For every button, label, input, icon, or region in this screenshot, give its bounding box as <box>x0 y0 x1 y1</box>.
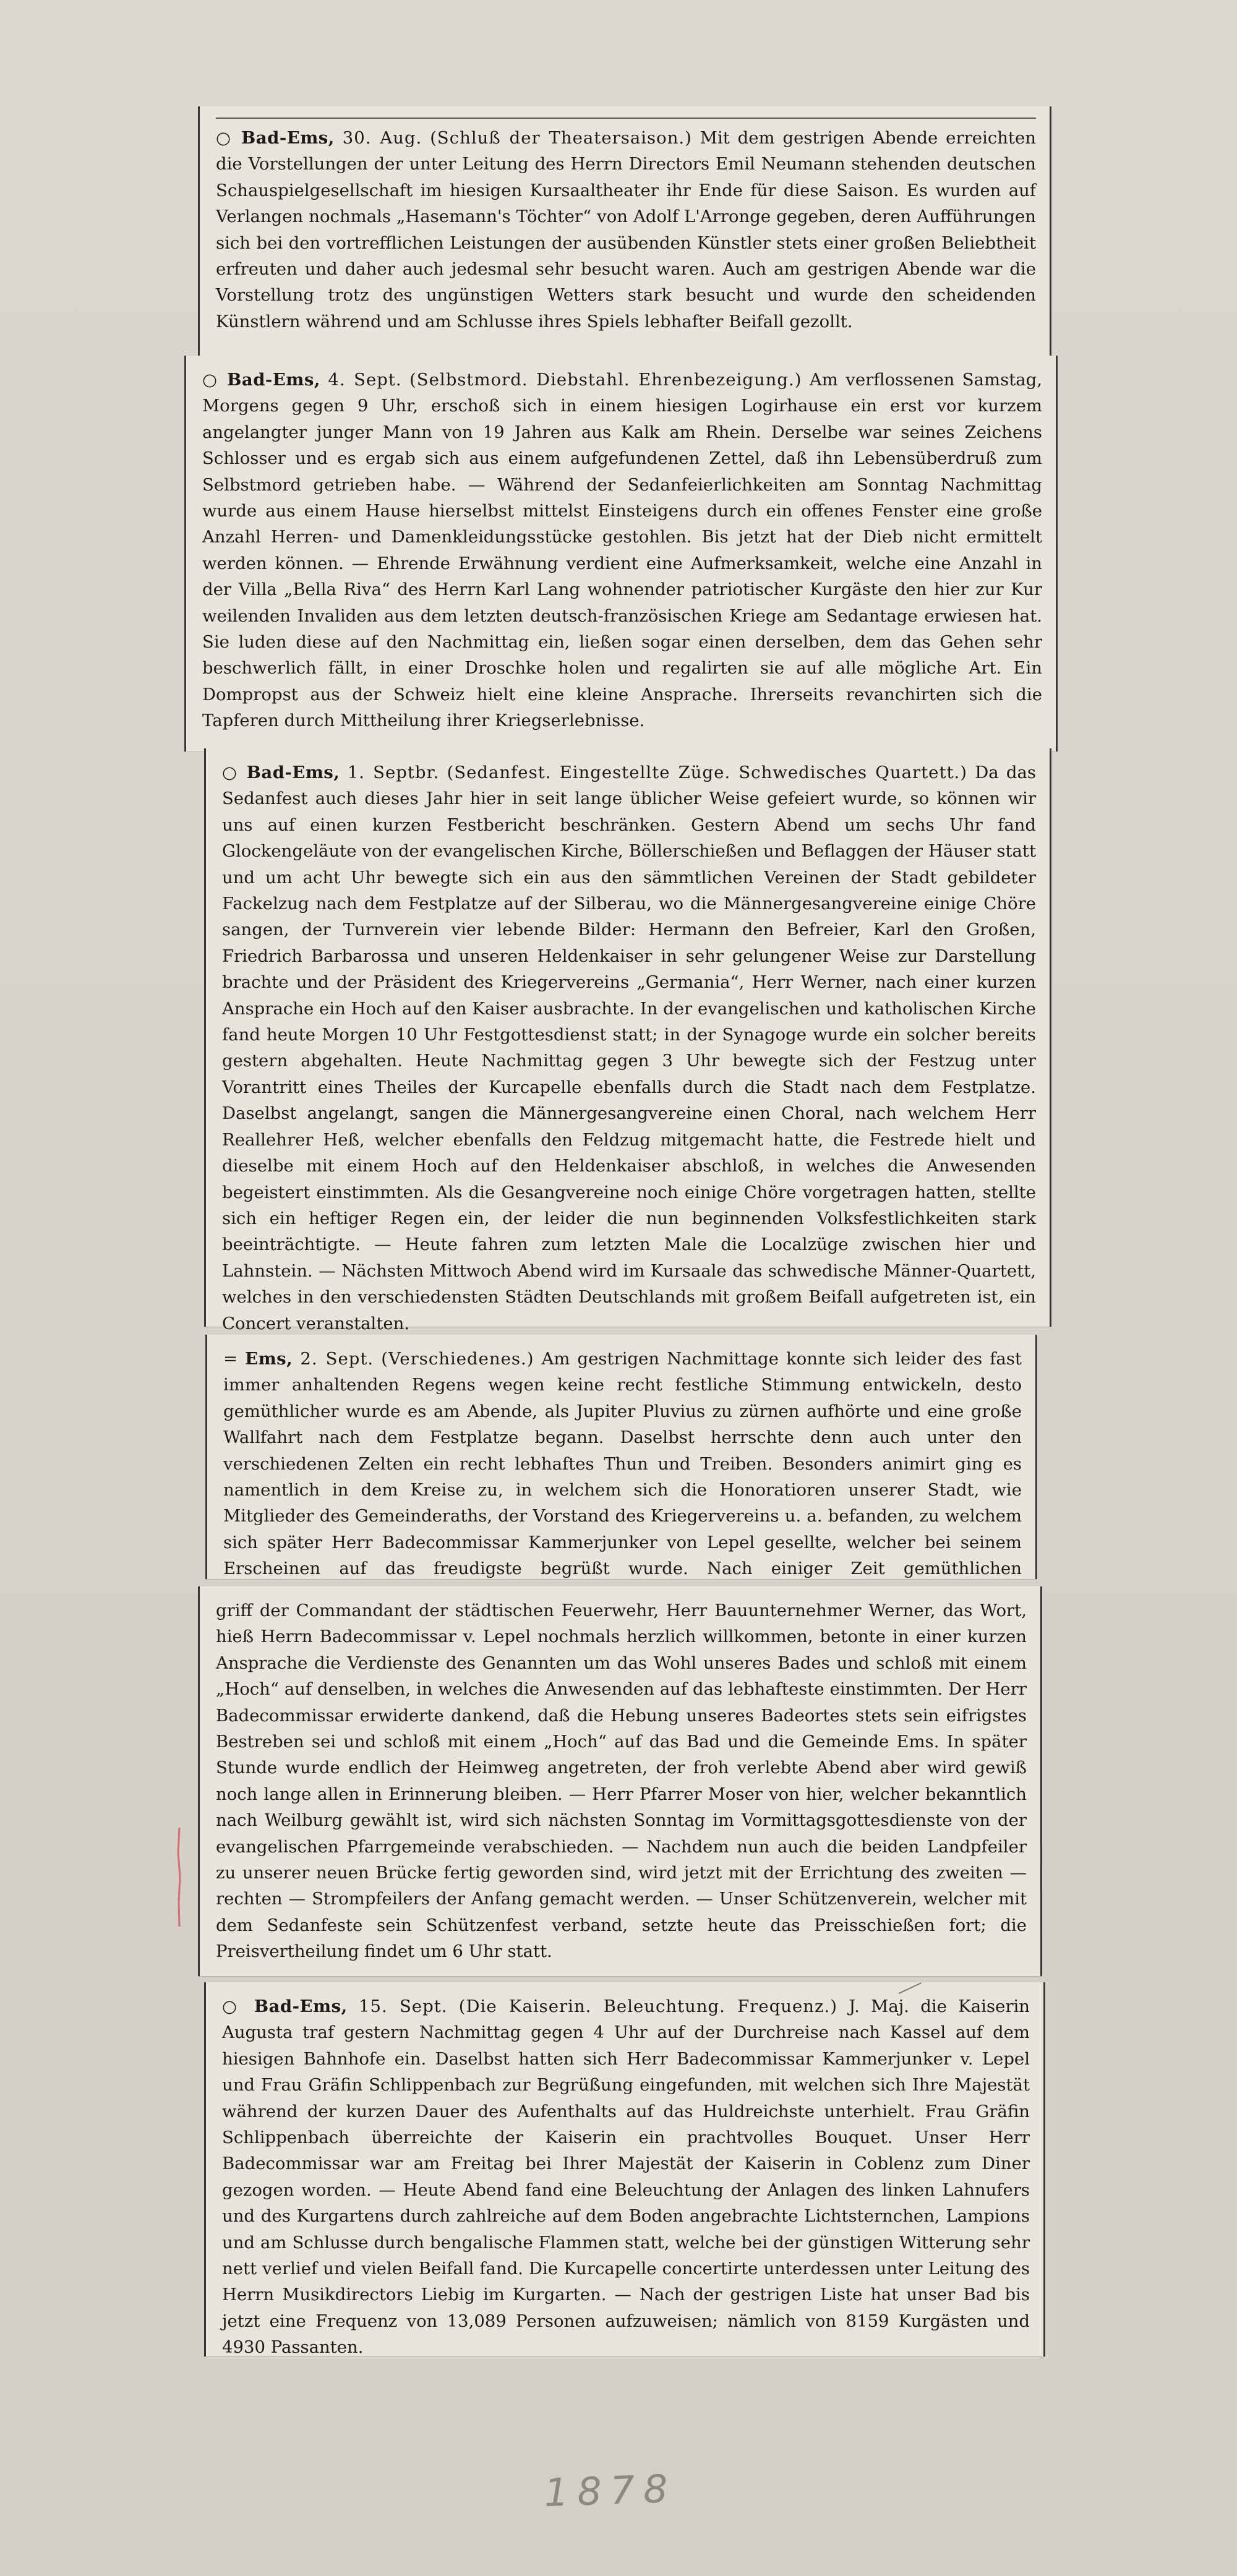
clipping-topic: (Verschiedenes.) <box>381 1349 534 1369</box>
clipping-dateline: 4. Sept. <box>328 370 402 390</box>
clipping-text: J. Maj. die Kaiserin Augusta traf gestern Nachmittag gegen 4 Uhr auf der Durchreise nach Kassel auf dem hiesigen Bahnhofe ein. Daselbst hatten sich Herr Badecommissar Kammerjunker v. Lepel und Frau Gräfin Schlippenbach zur Begrüßung eingefunden, mit welchen sich Ihre Majestät während der kurzen Dauer des Aufenthalts auf das Huldreichste unterhielt. Frau Gräfin Schlippenbach überreichte der Kaiserin ein prachtvolles Bouquet. Unser Herr Badecommissar war am Freitag bei Ihrer Majestät der Kaiserin in Coblenz zum Diner gezogen worden. — Heute Abend fand eine Beleuchtung der Anlagen des linken Lahnufers und des Kurgartens durch zahlreiche auf dem Boden angebrachte Lichtsternchen, Lampions und am Schlusse durch bengalische Flammen statt, welche bei der günstigen Witterung sehr nett verlief und vielen Beifall fand. Die Kurcapelle concertirte unterdessen unter Leitung des Herrn Musikdirectors Liebig im Kurgarten. — Nach der gestrigen Liste hat unser Bad bis jetzt eine Frequenz von 13,089 Personen aufzuweisen; nämlich von 8159 Kurgästen und 4930 Passanten. <box>222 1996 1030 2358</box>
clipping-topic: (Selbstmord. Diebstahl. Ehrenbezeigung.) <box>409 370 802 390</box>
clipping-text: griff der Commandant der städtischen Feuerwehr, Herr Bauunternehmer Werner, das Wort, hieß Herrn Badecommissar v. Lepel nochmals herzlich willkommen, betonte in einer kurzen Ansprache die Verdienste des Genannten um das Wohl unseres Bades und schloß mit einem „Hoch“ auf denselben, in welches die Anwesenden auf das lebhafteste einstimmten. Der Herr Badecommissar erwiderte dankend, daß die Hebung unseres Badeortes stets sein eifrigstes Bestreben sei und schloß mit einem „Hoch“ auf das Bad und die Gemeinde Ems. In später Stunde wurde endlich der Heimweg angetreten, der froh verlebte Abend aber wird gewiß noch lange allen in Erinnerung bleiben. — Herr Pfarrer Moser von hier, welcher bekanntlich nach Weilburg gewählt ist, wird sich nächsten Sonntag im Vormittagsgottesdienste von der evangelischen Pfarrgemeinde verabschieden. — Nachdem nun auch die beiden Landpfeiler zu unserer neuen Brücke fertig geworden sind, wird jetzt mit der Errichtung des zweiten — rechten — Strompfeilers der Anfang gemacht werden. — Unser Schützenverein, welcher mit dem Sedanfeste sein Schützenfest verband, setzte heute das Preisschießen fort; die Preisvertheilung findet um 6 Uhr statt. <box>216 1601 1027 1962</box>
clipping-place: Bad-Ems, <box>254 1996 348 2016</box>
clipping-place: Ems, <box>245 1349 293 1369</box>
clipping-place: Bad-Ems, <box>241 128 335 148</box>
clipping-place: Bad-Ems, <box>227 370 320 390</box>
clipping-text: Da das Sedanfest auch dieses Jahr hier in seit lange üblicher Weise gefeiert wurde, so können wir uns auf einen kurzen Festbericht beschränken. Gestern Abend um sechs Uhr fand Glockengeläute von der evangelischen Kirche, Böllerschießen und Beflaggen der Häuser statt und um acht Uhr bewegte sich ein aus den sämmtlichen Vereinen der Stadt gebildeter Fackelzug nach dem Festplatze auf der Silberau, wo die Männergesangvereine einige Chöre sangen, der Turnverein vier lebende Bilder: Hermann den Befreier, Karl den Großen, Friedrich Barbarossa und unseren Heldenkaiser in sehr gelungener Weise zur Darstellung brachte und der Präsident des Kriegervereins „Germania“, Herr Werner, nach einer kurzen Ansprache ein Hoch auf den Kaiser ausbrachte. In der evangelischen und katholischen Kirche fand heute Morgen 10 Uhr Festgottesdienst statt; in der Synagoge wurde ein solcher bereits gestern abgehalten. Heute Nachmittag gegen 3 Uhr bewegte sich der Festzug unter Vorantritt eines Theiles der Kurcapelle ebenfalls durch die Stadt nach dem Festplatze. Daselbst angelangt, sangen die Männergesangvereine einen Choral, nach welchem Herr Reallehrer Heß, welcher ebenfalls den Feldzug mitgemacht hatte, die Festrede hielt und dieselbe mit einem Hoch auf den Heldenkaiser abschloß, in welches die Anwesenden begeistert einstimmten. Als die Gesangvereine noch einige Chöre vorgetragen hatten, stellte sich ein heftiger Regen ein, der leider die nun beginnenden Volksfestlichkeiten stark beeinträchtigte. — Heute fahren zum letzten Male die Localzüge zwischen hier und Lahnstein. — Nächsten Mittwoch Abend wird im Kursaale das schwedische Männer-Quartett, welches in den verschiedensten Städten Deutschlands mit großem Beifall aufgetreten ist, ein Concert veranstalten. <box>222 763 1036 1333</box>
newspaper-clipping-suicide-theft <box>184 356 1058 751</box>
newspaper-clipping-empress-visit <box>204 1982 1045 2356</box>
clipping-body: ○ Bad-Ems, 30. Aug. (Schluß der Theatersaison.) Mit dem gestrigen Abende erreichten die Vorstellungen der unter Leitung des Herrn Directors Emil Neumann stehenden deutschen Schauspielgesellschaft im hiesigen Kursaaltheater ihr Ende für diese Saison. Es wurden auf Verlangen nochmals „Hasemann's Töchter“ von Adolf L'Arronge gegeben, deren Aufführungen sich bei den vortrefflichen Leistungen der ausübenden Künstler stets einer großen Beliebtheit erfreuten und daher auch jedesmal sehr besucht waren. Auch am gestrigen Abende war die Vorstellung trotz des ungünstigen Wetters stark besucht und wurde den scheidenden Künstlern während und am Schlusse ihres Spiels lebhafter Beifall gezollt. <box>216 128 1036 332</box>
clipping-rule <box>216 118 1036 119</box>
clipping-text: Am verflossenen Samstag, Morgens gegen 9 Uhr, erschoß sich in einem hiesigen Logirhause ein erst vor kurzem angelangter junger Mann von 19 Jahren aus Kalk am Rhein. Derselbe war seines Zeichens Schlosser und es ergab sich aus einem aufgefundenen Zettel, daß ihn Lebensüberdruß zum Selbstmord getrieben habe. — Während der Sedanfeierlichkeiten am Sonntag Nachmittag wurde aus einem Hause hierselbst mittelst Einsteigens durch ein offenes Fenster eine große Anzahl Herren- und Damenkleidungsstücke gestohlen. Bis jetzt hat der Dieb nicht ermittelt werden können. — Ehrende Erwähnung verdient eine Aufmerksamkeit, welche eine Anzahl in der Villa „Bella Riva“ des Herrn Karl Lang wohnender patriotischer Kurgäste den hier zur Kur weilenden Invaliden aus dem letzten deutsch-französischen Kriege am Sedantage erwiesen hat. Sie luden diese auf den Nachmittag ein, ließen sogar einen derselben, dem das Gehen sehr beschwerlich fällt, in einer Droschke holen und regalirten sie auf alle mögliche Art. Ein Dompropst aus der Schweiz hielt eine kleine Ansprache. Ihrerseits revanchirten sich die Tapferen durch Mittheilung ihrer Kriegserlebnisse. <box>202 370 1042 731</box>
clipping-dateline: 2. Sept. <box>300 1349 374 1369</box>
newspaper-clipping-verschiedenes <box>205 1335 1037 1579</box>
clipping-text: Am gestrigen Nachmittage konnte sich leider des fast immer anhaltenden Regens wegen keine recht festliche Stimmung entwickeln, desto gemüthlicher wurde es am Abende, als Jupiter Pluvius zu zürnen aufhörte und eine große Wallfahrt nach dem Festplatze begann. Daselbst herrschte denn auch unter den verschiedenen Zelten ein recht lebhaftes Thun und Treiben. Besonders animirt ging es namentlich in dem Kreise zu, in welchem sich die Honoratioren unserer Stadt, wie Mitglieder des Gemeinderaths, der Vorstand des Kriegervereins u. a. befanden, zu welchem sich später Herr Badecommissar Kammerjunker von Lepel gesellte, welcher bei seinem Erscheinen auf das freudigste begrüßt wurde. Nach einiger Zeit gemüthlichen <box>223 1349 1022 1579</box>
clipping-topic: (Die Kaiserin. Beleuchtung. Frequenz.) <box>458 1996 837 2016</box>
red-pencil-mark <box>175 1828 184 1927</box>
clipping-topic: (Schluß der Theatersaison.) <box>430 128 692 148</box>
clipping-dateline: 15. Sept. <box>358 1996 448 2016</box>
clipping-dateline: 30. Aug. <box>342 128 422 148</box>
clipping-body: = Ems, 2. Sept. (Verschiedenes.) Am gestrigen Nachmittage konnte sich leider des fast immer anhaltenden Regens wegen keine recht festliche Stimmung entwickeln, desto gemüthlicher wurde es am Abende, als Jupiter Pluvius zu zürnen aufhörte und eine große Wallfahrt nach dem Festplatze begann. Daselbst herrschte denn auch unter den verschiedenen Zelten ein recht lebhaftes Thun und Treiben. Besonders animirt ging es namentlich in dem Kreise zu, in welchem sich die Honoratioren unserer Stadt, wie Mitglieder des Gemeinderaths, der Vorstand des Kriegervereins u. a. befanden, zu welchem sich später Herr Badecommissar Kammerjunker von Lepel gesellte, welcher bei seinem Erscheinen auf das freudigste begrüßt wurde. Nach einiger Zeit gemüthlichen <box>223 1346 1022 1608</box>
clipping-body: ○ Bad-Ems, 15. Sept. (Die Kaiserin. Beleuchtung. Frequenz.) J. Maj. die Kaiserin Augusta traf gestern Nachmittag gegen 4 Uhr auf der Durchreise nach Kassel auf dem hiesigen Bahnhofe ein. Daselbst hatten sich Herr Badecommissar Kammerjunker v. Lepel und Frau Gräfin Schlippenbach zur Begrüßung eingefunden, mit welchen sich Ihre Majestät während der kurzen Dauer des Aufenthalts auf das Huldreichste unterhielt. Frau Gräfin Schlippenbach überreichte der Kaiserin ein prachtvolles Bouquet. Unser Herr Badecommissar war am Freitag bei Ihrer Majestät der Kaiserin in Coblenz zum Diner gezogen worden. — Heute Abend fand eine Beleuchtung der Anlagen des linken Lahnufers und des Kurgartens durch zahlreiche auf dem Boden angebrachte Lichtsternchen, Lampions und am Schlusse durch bengalische Flammen statt, welche bei der günstigen Witterung sehr nett verlief und vielen Beifall fand. Die Kurcapelle concertirte unterdessen unter Leitung des Herrn Musikdirectors Liebig im Kurgarten. — Nach der gestrigen Liste hat unser Bad bis jetzt eine Frequenz von 13,089 Personen aufzuweisen; nämlich von 8159 Kurgästen und 4930 Passanten. <box>222 1996 1030 2358</box>
archive-year-number: 1878 <box>543 2465 677 2516</box>
clipping-place: Bad-Ems, <box>246 763 340 782</box>
newspaper-clipping-sedanfest <box>204 748 1051 1333</box>
clipping-body: ○ Bad-Ems, 4. Sept. (Selbstmord. Diebstahl. Ehrenbezeigung.) Am verflossenen Samstag, Morgens gegen 9 Uhr, erschoß sich in einem hiesigen Logirhause ein erst vor kurzem angelangter junger Mann von 19 Jahren aus Kalk am Rhein. Derselbe war seines Zeichens Schlosser und es ergab sich aus einem aufgefundenen Zettel, daß ihn Lebensüberdruß zum Selbstmord getrieben habe. — Während der Sedanfeierlichkeiten am Sonntag Nachmittag wurde aus einem Hause hierselbst mittelst Einsteigens durch ein offenes Fenster eine große Anzahl Herren- und Damenkleidungsstücke gestohlen. Bis jetzt hat der Dieb nicht ermittelt werden können. — Ehrende Erwähnung verdient eine Aufmerksamkeit, welche eine Anzahl in der Villa „Bella Riva“ des Herrn Karl Lang wohnender patriotischer Kurgäste den hier zur Kur weilenden Invaliden aus dem letzten deutsch-französischen Kriege am Sedantage erwiesen hat. Sie luden diese auf den Nachmittag ein, ließen sogar einen derselben, dem das Gehen sehr beschwerlich fällt, in einer Droschke holen und regalirten sie auf alle mögliche Art. Ein Dompropst aus der Schweiz hielt eine kleine Ansprache. Ihrerseits revanchirten sich die Tapferen durch Mittheilung ihrer Kriegserlebnisse. <box>202 370 1042 731</box>
clipping-text: Mit dem gestrigen Abende erreichten die Vorstellungen der unter Leitung des Herrn Directors Emil Neumann stehenden deutschen Schauspielgesellschaft im hiesigen Kursaaltheater ihr Ende für diese Saison. Es wurden auf Verlangen nochmals „Hasemann's Töchter“ von Adolf L'Arronge gegeben, deren Aufführungen sich bei den vortrefflichen Leistungen der ausübenden Künstler stets einer großen Beliebtheit erfreuten und daher auch jedesmal sehr besucht waren. Auch am gestrigen Abende war die Vorstellung trotz des ungünstigen Wetters stark besucht und wurde den scheidenden Künstlern während und am Schlusse ihres Spiels lebhafter Beifall gezollt. <box>216 128 1036 332</box>
newspaper-clipping-theatre-season <box>198 106 1051 360</box>
newspaper-clipping-verschiedenes-continued <box>198 1586 1042 1976</box>
clipping-topic: (Sedanfest. Eingestellte Züge. Schwedisches Quartett.) <box>447 763 968 782</box>
clipping-body: ○ Bad-Ems, 1. Septbr. (Sedanfest. Eingestellte Züge. Schwedisches Quartett.) Da das Sedanfest auch dieses Jahr hier in seit lange üblicher Weise gefeiert wurde, so können wir uns auf einen kurzen Festbericht beschränken. Gestern Abend um sechs Uhr fand Glockengeläute von der evangelischen Kirche, Böllerschießen und Beflaggen der Häuser statt und um acht Uhr bewegte sich ein aus den sämmtlichen Vereinen der Stadt gebildeter Fackelzug nach dem Festplatze auf der Silberau, wo die Männergesangvereine einige Chöre sangen, der Turnverein vier lebende Bilder: Hermann den Befreier, Karl den Großen, Friedrich Barbarossa und unseren Heldenkaiser in sehr gelungener Weise zur Darstellung brachte und der Präsident des Kriegervereins „Germania“, Herr Werner, nach einer kurzen Ansprache ein Hoch auf den Kaiser ausbrachte. In der evangelischen und katholischen Kirche fand heute Morgen 10 Uhr Festgottesdienst statt; in der Synagoge wurde ein solcher bereits gestern abgehalten. Heute Nachmittag gegen 3 Uhr bewegte sich der Festzug unter Vorantritt eines Theiles der Kurcapelle ebenfalls durch die Stadt nach dem Festplatze. Daselbst angelangt, sangen die Männergesangvereine einen Choral, nach welchem Herr Reallehrer Heß, welcher ebenfalls den Feldzug mitgemacht hatte, die Festrede hielt und dieselbe mit einem Hoch auf den Heldenkaiser abschloß, in welches die Anwesenden begeistert einstimmten. Als die Gesangvereine noch einige Chöre vorgetragen hatten, stellte sich ein heftiger Regen ein, der leider die nun beginnenden Volksfestlichkeiten stark beeinträchtigte. — Heute fahren zum letzten Male die Localzüge zwischen hier und Lahnstein. — Nächsten Mittwoch Abend wird im Kursaale das schwedische Männer-Quartett, welches in den verschiedensten Städten Deutschlands mit großem Beifall aufgetreten ist, ein Concert veranstalten. <box>222 763 1036 1333</box>
clipping-dateline: 1. Septbr. <box>347 763 440 782</box>
clipping-body <box>216 1598 1027 1965</box>
